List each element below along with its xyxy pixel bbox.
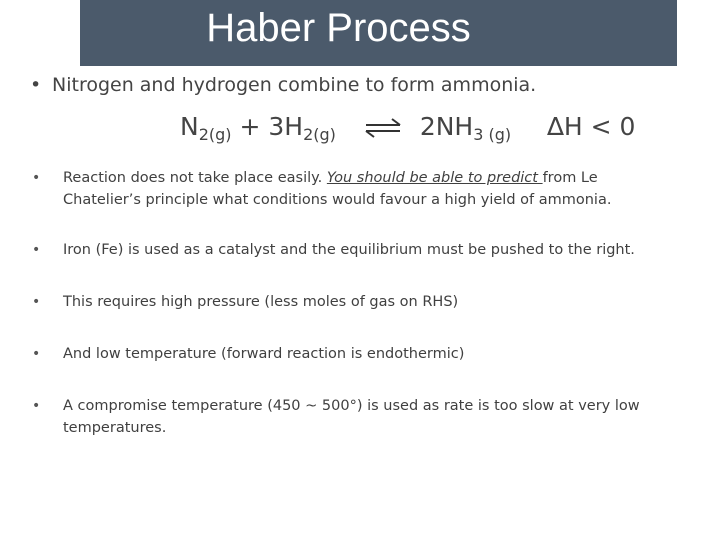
bullet-5: • <box>32 398 41 414</box>
eq-h2-sub: 2(g) <box>303 125 336 144</box>
eq-plus-h2: + 3H <box>239 112 304 141</box>
point-5: A compromise temperature (450 ~ 500°) is used as rate is too slow at very low temperatures. <box>63 398 640 436</box>
intro-line <box>30 74 536 96</box>
point-1 <box>63 167 663 211</box>
point-4: And low temperature (forward reaction is endothermic) <box>63 346 465 362</box>
point-1-underlined: You should be able to predict <box>326 170 543 186</box>
eq-n2: N <box>180 112 199 141</box>
eq-enthalpy: ∆H < 0 <box>547 112 636 141</box>
slide-title: Haber Process <box>206 6 471 50</box>
bullet-4: • <box>32 346 41 362</box>
point-2: Iron (Fe) is used as a catalyst and the equilibrium must be pushed to the right. <box>63 242 635 258</box>
point-1-b: from Le Chatelier’s principle what conditions would favour a high yield of ammonia. <box>63 170 612 208</box>
eq-product: 2NH <box>419 112 474 141</box>
eq-nh3-sub: 3 (g) <box>473 125 512 144</box>
eq-n2-sub: 2(g) <box>198 125 232 144</box>
intro-bullet: • <box>30 74 42 96</box>
bullet-3: • <box>32 294 41 310</box>
point-3: This requires high pressure (less moles of gas on RHS) <box>63 294 459 310</box>
bullet-2: • <box>32 242 41 258</box>
equilibrium-arrow-icon <box>362 116 406 140</box>
intro-text: Nitrogen and hydrogen combine to form ammonia. <box>52 74 537 96</box>
point-1-a: Reaction does not take place easily. <box>63 170 327 186</box>
bullet-1: • <box>32 170 41 186</box>
reaction-equation <box>180 112 635 144</box>
